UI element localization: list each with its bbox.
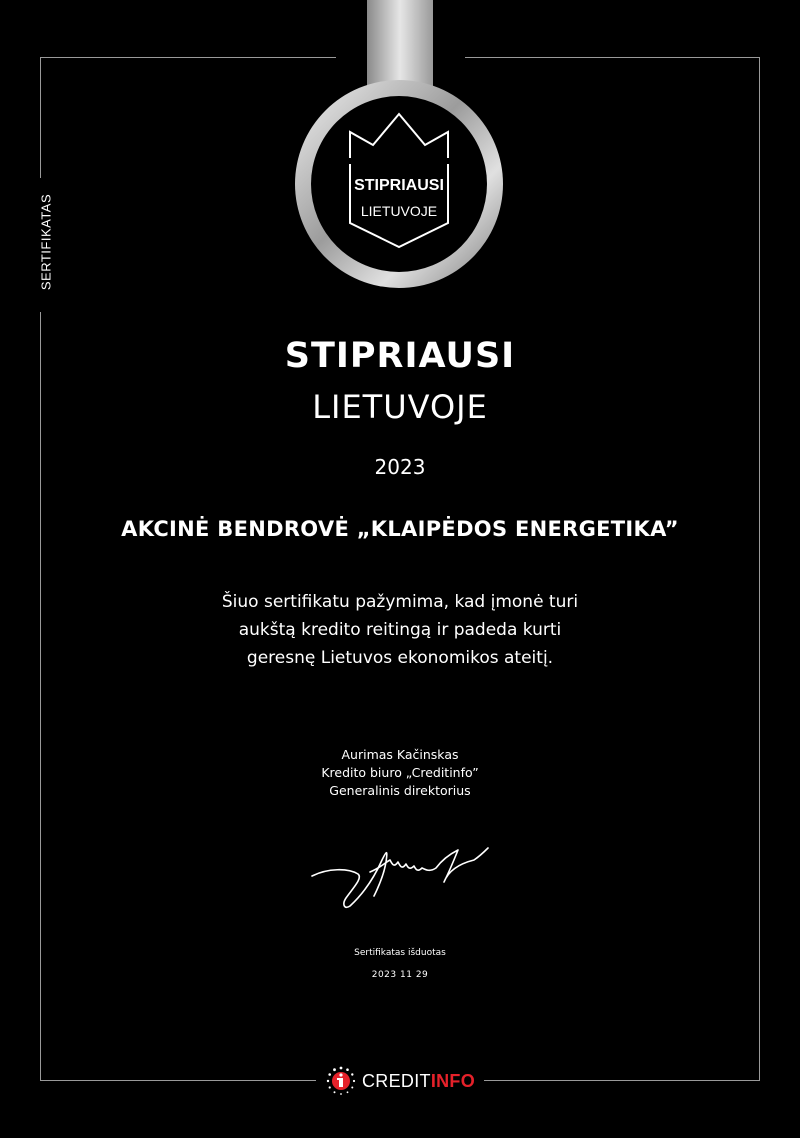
frame-right [759,57,760,1081]
creditinfo-i-icon [326,1066,356,1096]
certificate-description [0,588,800,672]
frame-top-left [40,57,336,58]
badge-line1: STIPRIAUSI [354,177,444,194]
description-line: aukštą kredito reitingą ir padeda kurti [238,620,562,640]
frame-bottom-right [484,1080,760,1081]
award-year: 2023 [374,455,426,479]
description-line: geresnę Lietuvos ekonomikos ateitį. [246,648,554,668]
issued-label: Sertifikatas išduotas [354,948,446,958]
frame-bottom-left [40,1080,316,1081]
issued-date: 2023 11 29 [371,970,429,980]
title-line2: LIETUVOJE [312,388,488,426]
description-line: Šiuo sertifikatu pažymima, kad įmonė turi [221,592,579,612]
logo-text-info: INFO [430,1070,476,1091]
frame-left-top [40,57,41,178]
signatory-name: Aurimas Kačinskas [341,747,459,762]
frame-left-bottom [40,312,41,1081]
logo-text-credit: CREDIT [362,1070,431,1091]
signatory-position: Generalinis direktorius [329,783,471,798]
badge-line2: LIETUVOJE [360,203,438,219]
company-name: AKCINĖ BENDROVĖ „KLAIPĖDOS ENERGETIKA” [121,517,679,541]
medal-badge [293,78,505,290]
handwritten-signature [308,838,494,916]
creditinfo-logo [326,1064,475,1098]
signatory-organization: Kredito biuro „Creditinfo” [321,765,479,780]
title-line1: STIPRIAUSI [284,336,516,376]
signatory-block [0,746,800,800]
frame-top-right [465,57,759,58]
certificate-side-label: SERTIFIKATAS [38,193,54,291]
